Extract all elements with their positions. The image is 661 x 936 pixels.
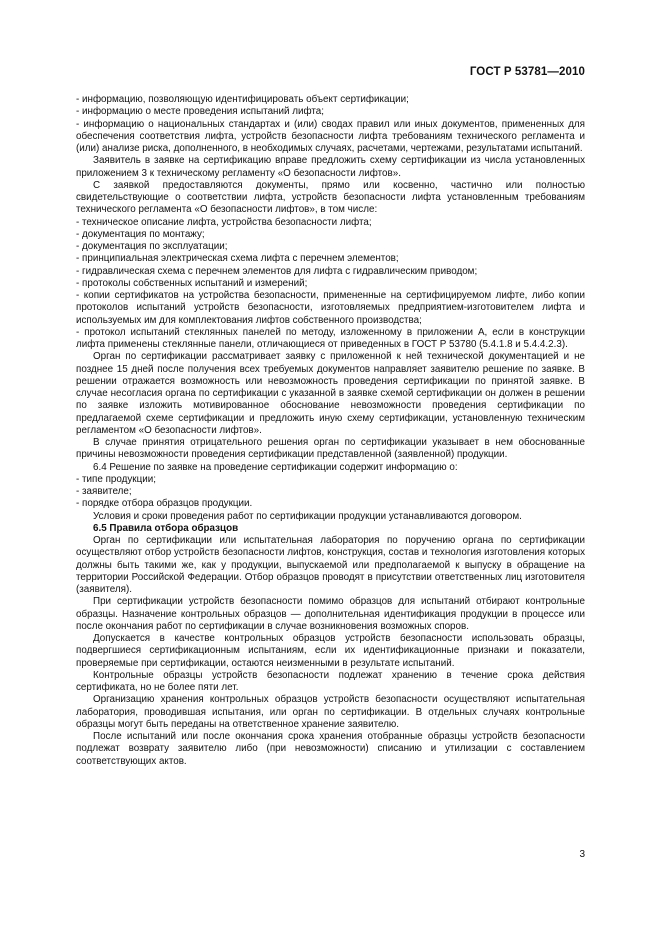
paragraph: Орган по сертификации или испытательная лаборатория по поручению органа по сертификации осуществляют отбор устройств безопасности лифтов, конструкция, состав и технология изготовления которых должны быть такими же, как у продукции, выпускаемой или предполагаемой к выпуску в обращение на территории Российской Федерации. Отбор образцов проводят в присутствии ответственных лиц изготовителя (заявителя).	[76, 535, 585, 595]
paragraph: Орган по сертификации рассматривает заявку с приложенной к ней технической документацией и не позднее 15 дней после получения всех требуемых документов направляет заявителю решение по заявке. В решении отражается возможность или невозможность проведения сертификации по принятой заявке. В случае несогласия органа по сертификации с указанной в заявке схемой сертификации он должен в решении по заявке изложить мотивированное обоснование невозможности проведения сертификации по предлагаемой схеме сертификации и предложить иную схему сертификации, установленную техническим регламентом «О безопасности лифтов».	[76, 351, 585, 436]
paragraph: Условия и сроки проведения работ по сертификации продукции устанавливаются договором.	[93, 510, 522, 522]
list-item: - техническое описание лифта, устройства безопасности лифта;	[76, 217, 585, 229]
paragraph: В случае принятия отрицательного решения орган по сертификации указывает в нем обоснованные причины невозможности проведения сертификации представленной (заявленной) продукции.	[76, 437, 585, 461]
document-body	[76, 94, 585, 768]
list-item: - документация по эксплуатации;	[76, 241, 585, 253]
paragraph: При сертификации устройств безопасности помимо образцов для испытаний отбирают контрольные образцы. Назначение контрольных образцов — дополнительная идентификация продукции в процессе или после окончания работ по сертификации в случае возникновения возможных споров.	[76, 596, 585, 632]
paragraph: Контрольные образцы устройств безопасности подлежат хранению в течение срока действия сертификата, но не более пяти лет.	[76, 669, 585, 693]
list-item: - заявителе;	[76, 486, 585, 498]
paragraph: С заявкой предоставляются документы, прямо или косвенно, частично или полностью свидетельствующие о соответствии лифта, устройств безопасности лифта установленным требованиям технического регламента «О безопасности лифтов», в том числе:	[76, 179, 585, 216]
list-item: - типе продукции;	[76, 474, 585, 486]
list-item: - информацию о национальных стандартах и (или) сводах правил или иных документов, примененных для обеспечения соответствия лифта, устройств безопасности лифта требованиям технического регламента и (или) анализе риска, дополненного, в необходимых случаях, расчетами, чертежами, результатами испытаний.	[76, 119, 585, 156]
list-item: - принципиальная электрическая схема лифта с перечнем элементов;	[76, 253, 585, 265]
section-heading: 6.5 Правила отбора образцов	[93, 522, 239, 534]
list-item: - протокол испытаний стеклянных панелей по методу, изложенному в приложении А, если в конструкции лифта применены стеклянные панели, отличающиеся от приведенных в ГОСТ Р 53780 (5.4.1.8 и 5.4.4.2.3).	[76, 327, 585, 352]
paragraph: Организацию хранения контрольных образцов устройств безопасности осуществляют испытательная лаборатория, проводившая испытания, или орган по сертификации. В отдельных случаях контрольные образцы могут быть переданы на ответственное хранение заявителю.	[76, 694, 585, 730]
page-number: 3	[579, 849, 585, 860]
list-item: - копии сертификатов на устройства безопасности, примененные на сертифицируемом лифте, либо копии протоколов испытаний устройств безопасности, изготовляемых предприятием-изготовителем лифта и используемых им для комплектования лифтов собственного производства;	[76, 290, 585, 327]
list-item: - информацию о месте проведения испытаний лифта;	[76, 106, 585, 118]
paragraph: Заявитель в заявке на сертификацию вправе предложить схему сертификации из числа установленных приложением 3 к техническому регламенту «О безопасности лифтов».	[76, 155, 585, 179]
list-item: - протоколы собственных испытаний и измерений;	[76, 278, 585, 290]
list-item: - порядке отбора образцов продукции.	[76, 498, 585, 510]
paragraph: Допускается в качестве контрольных образцов устройств безопасности использовать образцы, подвергшиеся сертификационным испытаниям, если их идентификационные признаки и показатели, проверяемые при сертификации, остаются неизменными в результате испытаний.	[76, 633, 585, 669]
list-item: - гидравлическая схема с перечнем элементов для лифта с гидравлическим приводом;	[76, 266, 585, 278]
paragraph: 6.4 Решение по заявке на проведение сертификации содержит информацию о:	[93, 461, 458, 473]
list-item: - информацию, позволяющую идентифицировать объект сертификации;	[76, 94, 585, 106]
list-item: - документация по монтажу;	[76, 229, 585, 241]
standard-header: ГОСТ Р 53781—2010	[469, 66, 585, 78]
paragraph: После испытаний или после окончания срока хранения отобранные образцы устройств безопасности подлежат возврату заявителю либо (при невозможности) списанию и утилизации с составлением соответствующих актов.	[76, 731, 585, 767]
